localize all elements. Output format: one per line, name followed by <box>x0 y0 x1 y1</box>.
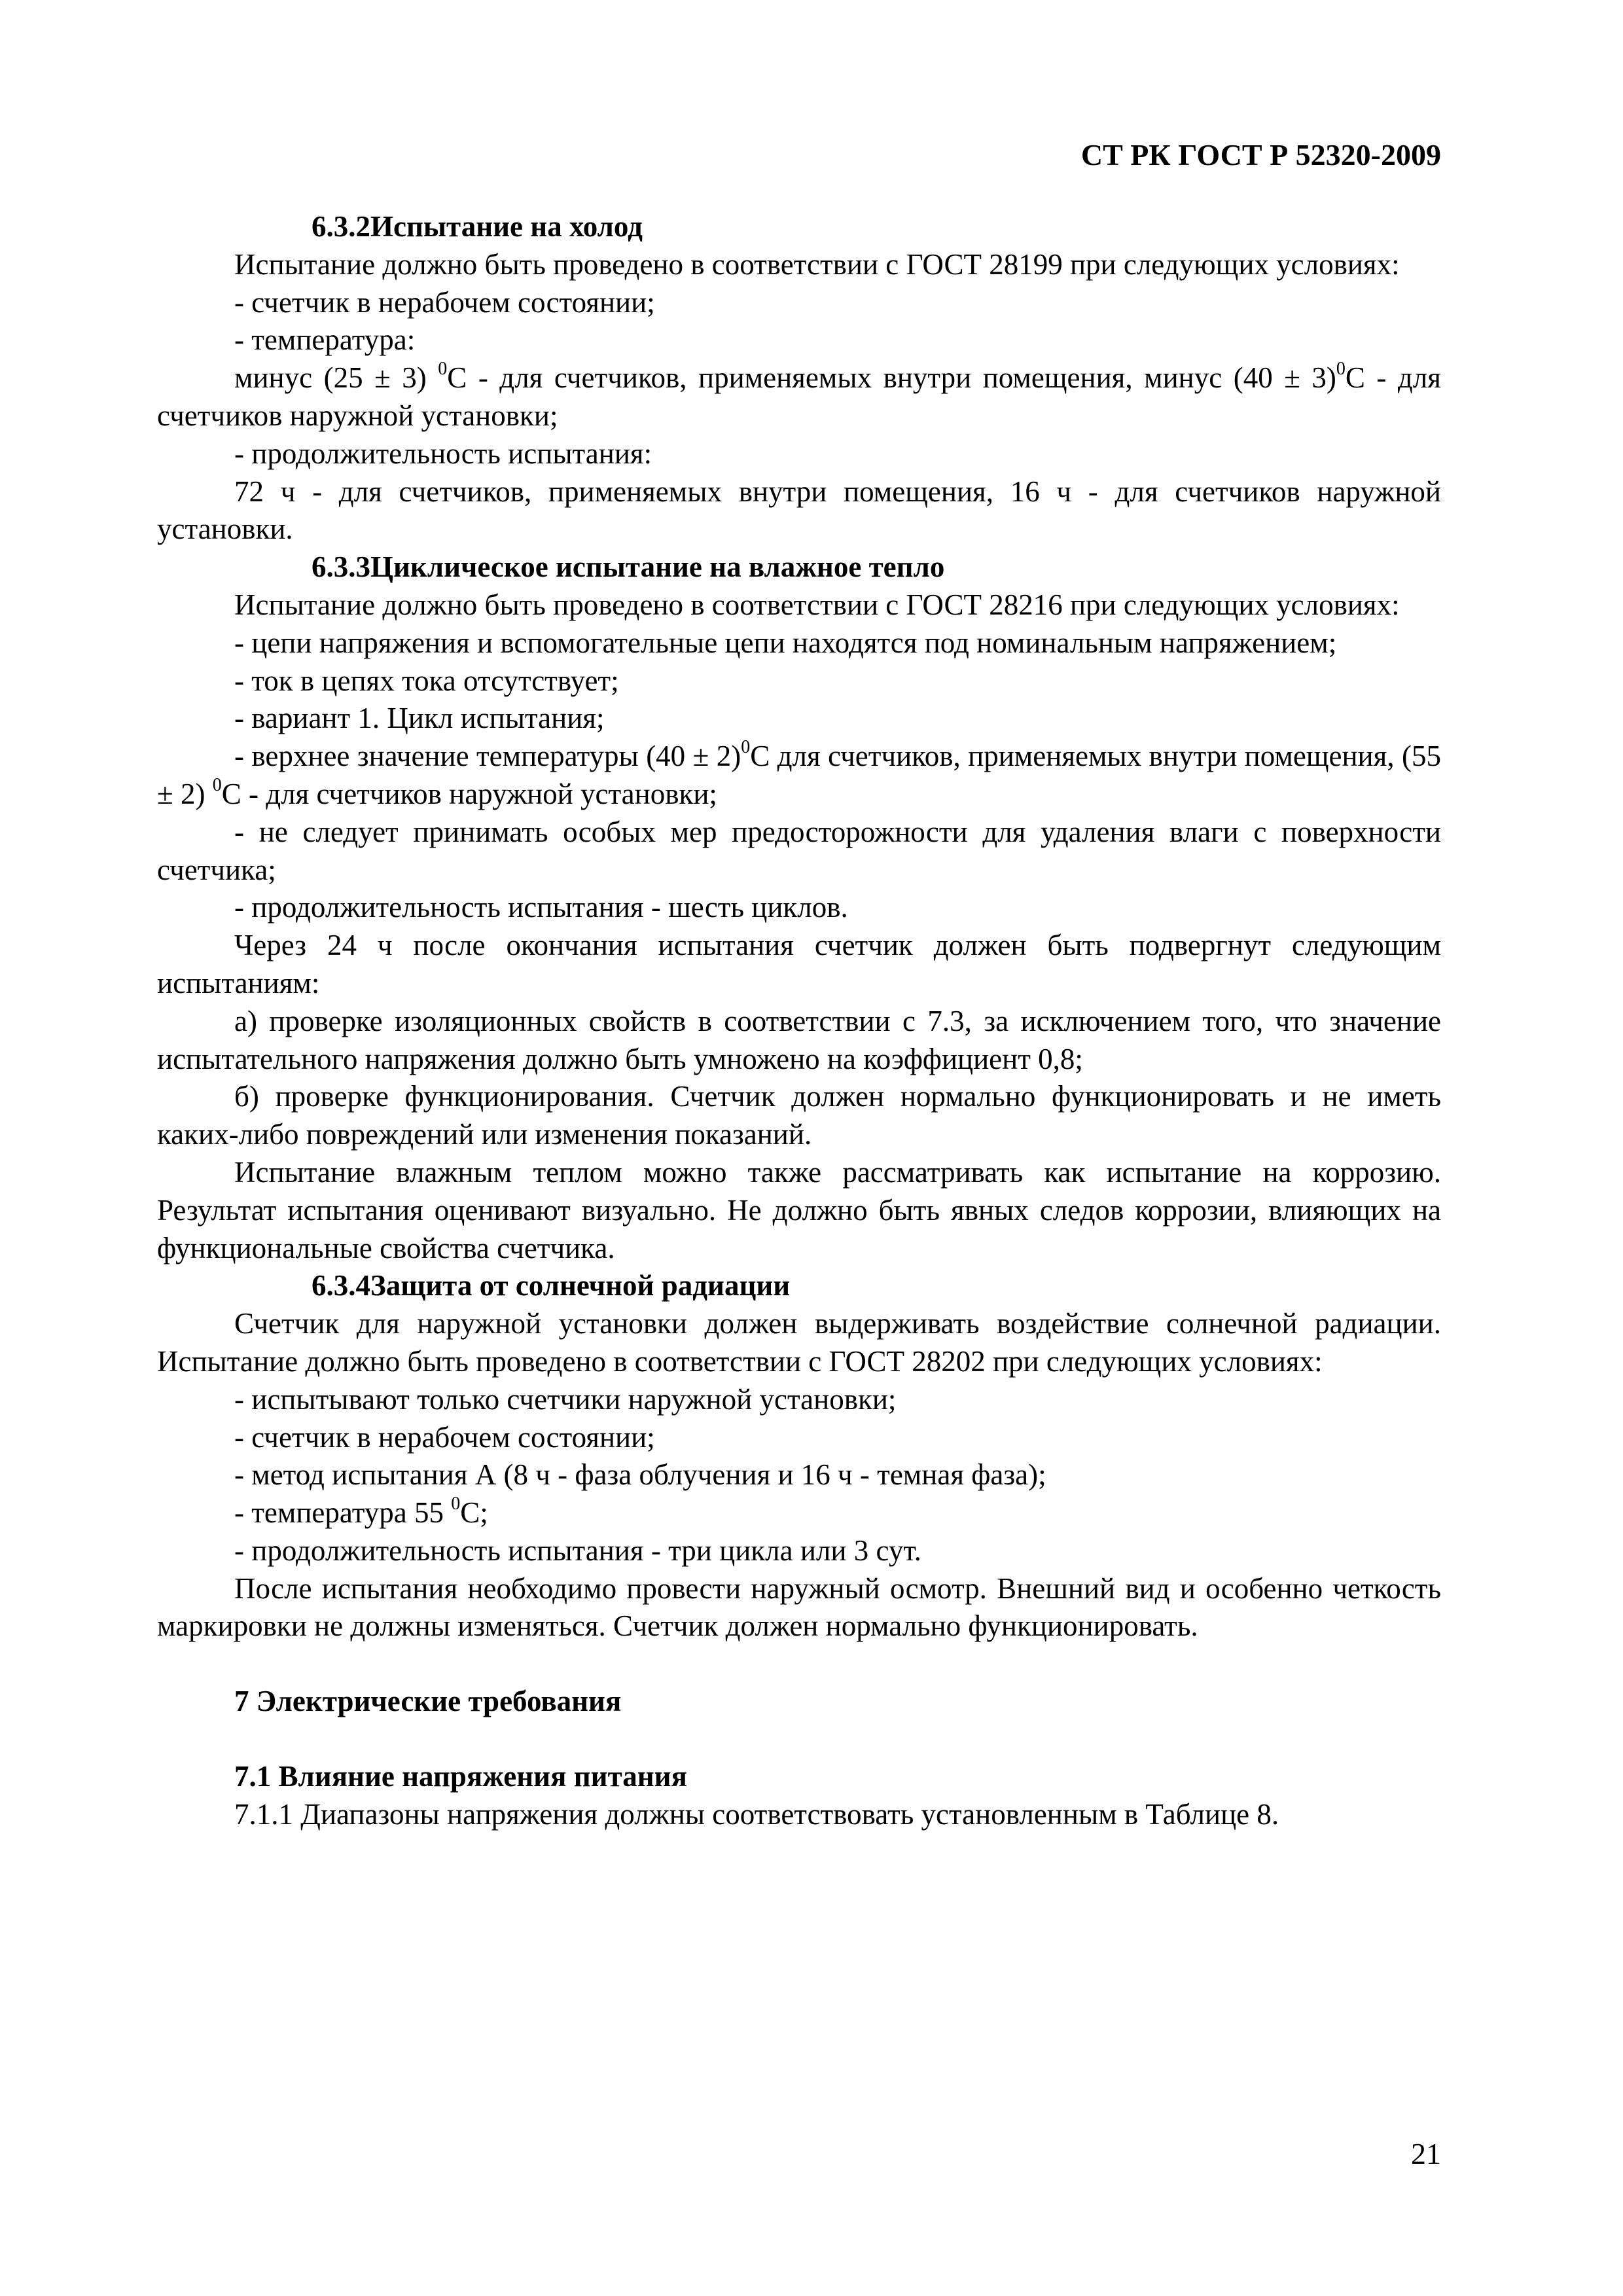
section-number: 6.3.4 <box>312 1269 370 1302</box>
section-heading-6-3-4 <box>157 1267 1441 1305</box>
list-item: - счетчик в нерабочем состоянии; <box>234 285 655 319</box>
paragraph: Испытание влажным теплом можно также рассматривать как испытание на коррозию. Результат испытания оценивают визуально. Не должно быть явных следов коррозии, влияющих на функциональные свойства счетчика. <box>157 1155 1441 1265</box>
paragraph: Испытание должно быть проведено в соответствии с ГОСТ 28199 при следующих условиях: <box>234 247 1400 281</box>
document-page <box>157 0 1441 2296</box>
section-heading-6-3-2 <box>157 208 1441 246</box>
list-item: - температура: <box>234 323 416 357</box>
section-title: Циклическое испытание на влажное тепло <box>370 550 945 584</box>
section-number: 6.3.3 <box>312 550 370 584</box>
text-run: С; <box>460 1496 488 1530</box>
list-item: - испытывают только счетчики наружной установки; <box>234 1382 897 1416</box>
degree-superscript: 0 <box>451 1494 461 1515</box>
text-run: - верхнее значение температуры (40 ± 2) <box>234 740 741 773</box>
list-item: - ток в цепях тока отсутствует; <box>234 664 619 697</box>
section-heading-7-1: 7.1 Влияние напряжения питания <box>234 1760 687 1793</box>
text-run: С - для счетчиков, применяемых внутри помещения, минус (40 ± 3) <box>447 361 1336 395</box>
list-item: - цепи напряжения и вспомогательные цепи находятся под номинальным напряжением; <box>234 626 1337 659</box>
section-title: Испытание на холод <box>370 210 643 243</box>
list-item: а) проверке изоляционных свойств в соответствии с 7.3, за исключением того, что значение испытательного напряжения должно быть умножено на коэффициент 0,8; <box>157 1004 1441 1075</box>
section-number: 6.3.2 <box>312 210 370 243</box>
document-body <box>157 208 1441 1834</box>
document-id-header: СТ РК ГОСТ Р 52320-2009 <box>1080 138 1441 171</box>
paragraph: 72 ч - для счетчиков, применяемых внутри помещения, 16 ч - для счетчиков наружной установки. <box>157 475 1441 546</box>
spacer <box>157 1721 1441 1758</box>
paragraph: После испытания необходимо провести наружный осмотр. Внешний вид и особенно четкость маркировки не должны изменяться. Счетчик должен нормально функционировать. <box>157 1571 1441 1643</box>
list-item: - не следует принимать особых мер предосторожности для удаления влаги с поверхности счетчика; <box>157 815 1441 886</box>
degree-superscript: 0 <box>212 774 222 795</box>
paragraph: Счетчик для наружной установки должен выдерживать воздействие солнечной радиации. Испытание должно быть проведено в соответствии с ГОСТ 28202 при следующих условиях: <box>157 1307 1441 1378</box>
paragraph: Через 24 ч после окончания испытания счетчик должен быть подвергнут следующим испытаниям: <box>157 929 1441 999</box>
text-run: минус (25 ± 3) <box>234 361 438 395</box>
degree-superscript: 0 <box>438 359 448 380</box>
list-item <box>157 1494 1441 1532</box>
degree-superscript: 0 <box>1336 359 1346 380</box>
list-item: - метод испытания А (8 ч - фаза облучения и 16 ч - темная фаза); <box>234 1458 1046 1492</box>
list-item: - вариант 1. Цикл испытания; <box>234 702 605 735</box>
text-run: - температура 55 <box>234 1496 452 1530</box>
page-number: 21 <box>1411 2137 1441 2170</box>
section-heading-7: 7 Электрические требования <box>234 1685 622 1718</box>
degree-superscript: 0 <box>741 737 751 758</box>
list-item: - продолжительность испытания - шесть циклов. <box>234 891 848 924</box>
text-run: С для счетчиков, применяемых внутри помещения, (55 ± 2) <box>157 740 1441 810</box>
list-item: - продолжительность испытания: <box>234 437 652 470</box>
section-title: Защита от солнечной радиации <box>370 1269 791 1302</box>
text-run: С - для счетчиков наружной установки; <box>157 361 1441 432</box>
section-heading-6-3-3 <box>157 548 1441 586</box>
text-run: С - для счетчиков наружной установки; <box>221 777 717 810</box>
list-item: - продолжительность испытания - три цикла или 3 сут. <box>234 1534 921 1567</box>
paragraph: 7.1.1 Диапазоны напряжения должны соответствовать установленным в Таблице 8. <box>234 1797 1279 1831</box>
paragraph: Испытание должно быть проведено в соответствии с ГОСТ 28216 при следующих условиях: <box>234 588 1400 621</box>
list-item: - счетчик в нерабочем состоянии; <box>234 1420 655 1454</box>
list-item <box>157 738 1441 814</box>
spacer <box>157 1645 1441 1683</box>
list-item: б) проверке функционирования. Счетчик должен нормально функционировать и не иметь каких-либо повреждений или изменения показаний. <box>157 1080 1441 1151</box>
paragraph-temperature <box>157 359 1441 435</box>
